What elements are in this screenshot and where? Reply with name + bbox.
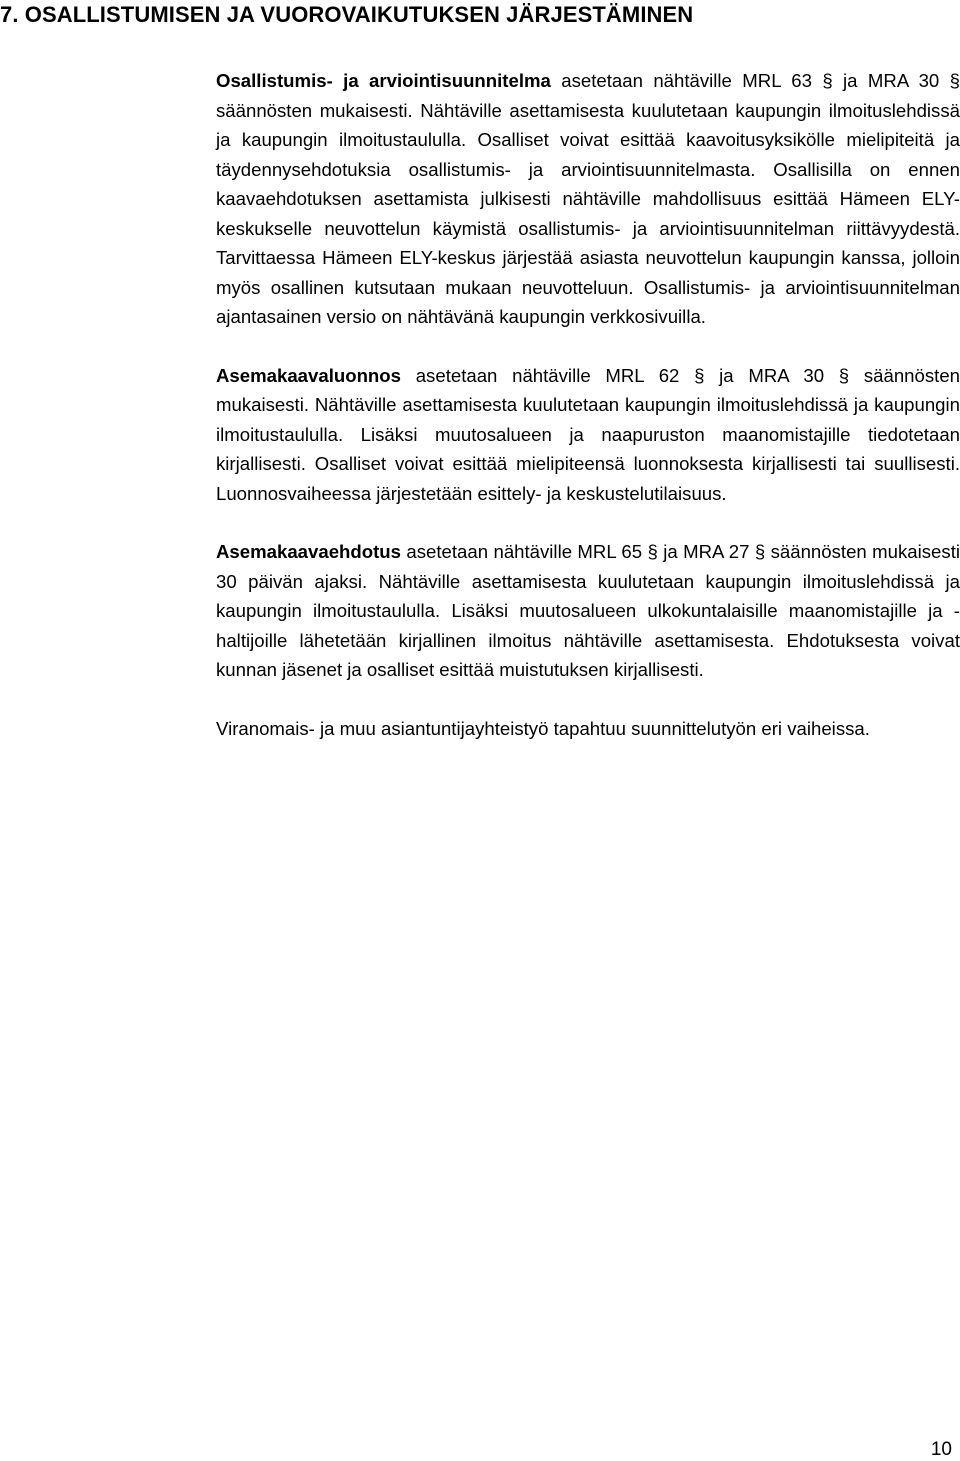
section-heading: 7. OSALLISTUMISEN JA VUOROVAIKUTUKSEN JÄRJESTÄMINEN: [0, 2, 694, 27]
paragraph-participation-plan: [216, 66, 960, 332]
paragraph-text: asetetaan nähtäville MRL 62 § ja MRA 30 § säännösten mukaisesti. Nähtäville asettamisesta kuulutetaan kaupungin ilmoituslehdissä ja kaupungin ilmoitustaululla. Lisäksi muutosalueen ja naapuruston maanomistajille tiedotetaan kirjallisesti. Osalliset voivat esittää mielipiteensä luonnoksesta kirjallisesti tai suullisesti. Luonnosvaiheessa järjestetään esittely- ja keskustelutilaisuus.: [216, 364, 960, 504]
document-body: [216, 66, 960, 743]
paragraph-plan-proposal: [216, 537, 960, 685]
paragraph-text: Viranomais- ja muu asiantuntijayhteistyö tapahtuu suunnittelutyön eri vaiheissa.: [216, 717, 870, 739]
paragraph-lead: Osallistumis- ja arviointisuunnitelma: [216, 70, 551, 91]
paragraph-lead: Asemakaavaluonnos: [216, 364, 401, 386]
paragraph-lead: Asemakaavaehdotus: [216, 541, 401, 562]
paragraph-draft-plan: [216, 361, 960, 509]
paragraph-text: asetetaan nähtäville MRL 65 § ja MRA 27 § säännösten mukaisesti 30 päivän ajaksi. Nähtäville asettamisesta kuulutetaan kaupungin ilmoituslehdissä ja kaupungin ilmoitustaululla. Lisäksi muutosalueen ulkokuntalaisille maanomistajille ja -haltijoille lähetetään kirjallinen ilmoitus nähtäville asettamisesta. Ehdotuksesta voivat kunnan jäsenet ja osalliset esittää muistutuksen kirjallisesti.: [216, 541, 960, 680]
paragraph-text: asetetaan nähtäville MRL 63 § ja MRA 30 § säännösten mukaisesti. Nähtäville asettamisesta kuulutetaan kaupungin ilmoituslehdissä ja kaupungin ilmoitustaululla. Osalliset voivat esittää kaavoitusyksikölle mielipiteitä ja täydennysehdotuksia osallistumis- ja arviointisuunnitelmasta. Osallisilla on ennen kaavaehdotuksen asettamista julkisesti nähtäville mahdollisuus esittää Hämeen ELY-keskukselle neuvottelun käymistä osallistumis- ja arviointisuunnitelman riittävyydestä. Tarvittaessa Hämeen ELY-keskus järjestää asiasta neuvottelun kaupungin kanssa, jolloin myös osallinen kutsutaan mukaan neuvotteluun. Osallistumis- ja arviointisuunnitelman ajantasainen versio on nähtävänä kaupungin verkkosivuilla.: [216, 70, 960, 327]
page-number: 10: [930, 1439, 952, 1460]
paragraph-authority-cooperation: [216, 714, 960, 744]
